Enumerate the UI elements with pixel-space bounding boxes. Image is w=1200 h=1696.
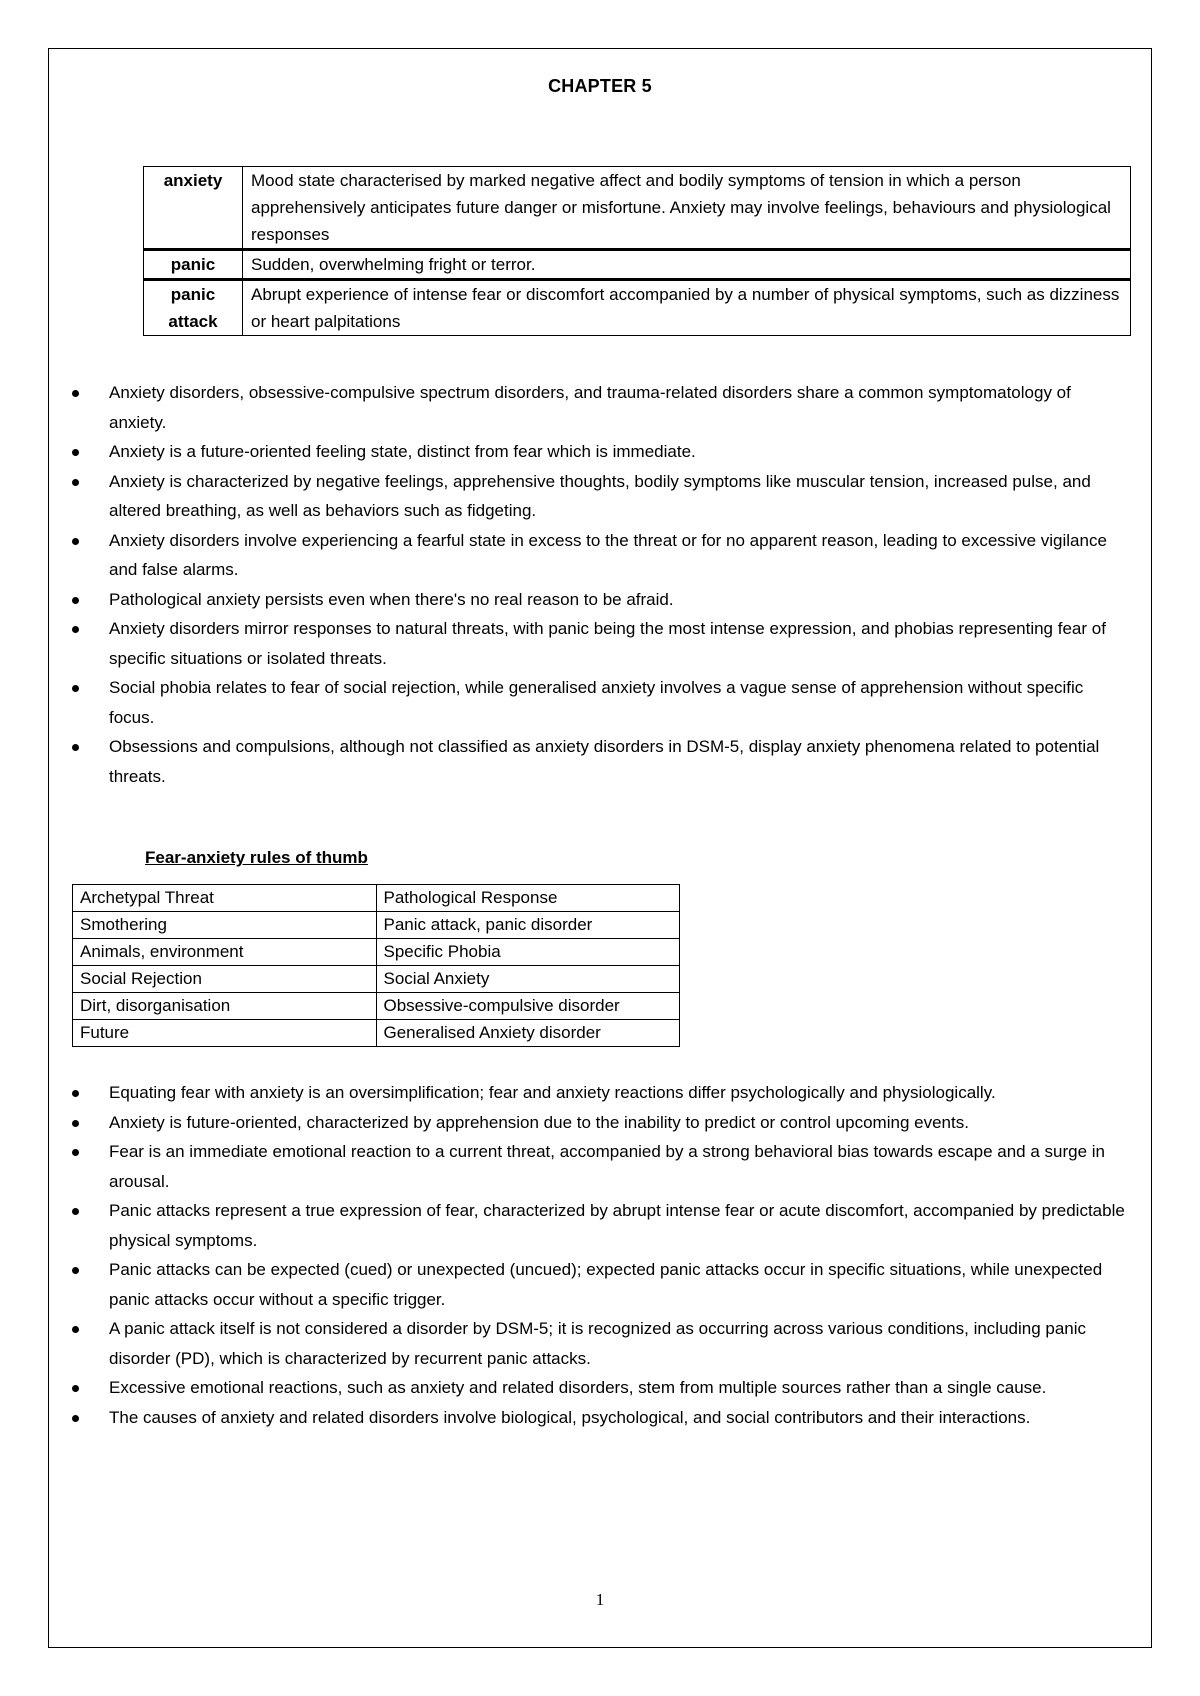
- rules-row: [73, 993, 680, 1020]
- rules-cell-threat: Social Rejection: [73, 966, 377, 993]
- bullet-item: Anxiety disorders mirror responses to natural threats, with panic being the most intense expression, and phobias representing fear of specific situations or isolated threats.: [72, 614, 1132, 673]
- bullet-item: A panic attack itself is not considered a disorder by DSM-5; it is recognized as occurring across various conditions, including panic disorder (PD), which is characterized by recurrent panic attacks.: [72, 1314, 1132, 1373]
- definition-text: Sudden, overwhelming fright or terror.: [243, 250, 1131, 280]
- bullet-item: Panic attacks can be expected (cued) or unexpected (uncued); expected panic attacks occur in specific situations, while unexpected panic attacks occur without a specific trigger.: [72, 1255, 1132, 1314]
- rules-row: [73, 885, 680, 912]
- definition-term: panic attack: [144, 280, 243, 336]
- rules-cell-response: Generalised Anxiety disorder: [376, 1020, 680, 1047]
- rules-cell-threat: Archetypal Threat: [73, 885, 377, 912]
- bullet-item: Fear is an immediate emotional reaction to a current threat, accompanied by a strong behavioral bias towards escape and a surge in arousal.: [72, 1137, 1132, 1196]
- bullet-item: The causes of anxiety and related disorders involve biological, psychological, and social contributors and their interactions.: [72, 1403, 1132, 1433]
- rules-cell-response: Obsessive-compulsive disorder: [376, 993, 680, 1020]
- rules-cell-response: Specific Phobia: [376, 939, 680, 966]
- bullet-item: Panic attacks represent a true expression of fear, characterized by abrupt intense fear or acute discomfort, accompanied by predictable physical symptoms.: [72, 1196, 1132, 1255]
- definition-term: panic: [144, 250, 243, 280]
- rules-cell-threat: Smothering: [73, 912, 377, 939]
- definition-row: [144, 280, 1131, 336]
- definition-row: [144, 250, 1131, 280]
- rules-heading: Fear-anxiety rules of thumb: [145, 848, 368, 867]
- rules-cell-threat: Dirt, disorganisation: [73, 993, 377, 1020]
- rules-row: [73, 939, 680, 966]
- rules-table: [72, 884, 680, 1047]
- definition-term: anxiety: [144, 167, 243, 250]
- rules-cell-threat: Future: [73, 1020, 377, 1047]
- chapter-title: CHAPTER 5: [548, 76, 652, 96]
- bullet-list-fear: [72, 1078, 1132, 1432]
- bullet-item: Anxiety disorders involve experiencing a fearful state in excess to the threat or for no apparent reason, leading to excessive vigilance and false alarms.: [72, 526, 1132, 585]
- bullet-item: Anxiety disorders, obsessive-compulsive spectrum disorders, and trauma-related disorders share a common symptomatology of anxiety.: [72, 378, 1132, 437]
- bullet-item: Anxiety is future-oriented, characterized by apprehension due to the inability to predict or control upcoming events.: [72, 1108, 1132, 1138]
- definition-row: [144, 167, 1131, 250]
- definitions-table: [143, 166, 1131, 336]
- rules-cell-response: Social Anxiety: [376, 966, 680, 993]
- rules-row: [73, 912, 680, 939]
- rules-cell-response: Panic attack, panic disorder: [376, 912, 680, 939]
- bullet-list-anxiety: [72, 378, 1132, 791]
- definition-text: Mood state characterised by marked negative affect and bodily symptoms of tension in which a person apprehensively anticipates future danger or misfortune. Anxiety may involve feelings, behaviours and physiological responses: [243, 167, 1131, 250]
- bullet-item: Anxiety is a future-oriented feeling state, distinct from fear which is immediate.: [72, 437, 1132, 467]
- rules-row: [73, 1020, 680, 1047]
- definition-text: Abrupt experience of intense fear or discomfort accompanied by a number of physical symptoms, such as dizziness or heart palpitations: [243, 280, 1131, 336]
- bullet-item: Anxiety is characterized by negative feelings, apprehensive thoughts, bodily symptoms like muscular tension, increased pulse, and altered breathing, as well as behaviors such as fidgeting.: [72, 467, 1132, 526]
- bullet-item: Pathological anxiety persists even when there's no real reason to be afraid.: [72, 585, 1132, 615]
- page-number: 1: [595, 1590, 605, 1609]
- rules-cell-response: Pathological Response: [376, 885, 680, 912]
- rules-row: [73, 966, 680, 993]
- rules-cell-threat: Animals, environment: [73, 939, 377, 966]
- bullet-item: Social phobia relates to fear of social rejection, while generalised anxiety involves a vague sense of apprehension without specific focus.: [72, 673, 1132, 732]
- bullet-item: Excessive emotional reactions, such as anxiety and related disorders, stem from multiple sources rather than a single cause.: [72, 1373, 1132, 1403]
- bullet-item: Obsessions and compulsions, although not classified as anxiety disorders in DSM-5, display anxiety phenomena related to potential threats.: [72, 732, 1132, 791]
- bullet-item: Equating fear with anxiety is an oversimplification; fear and anxiety reactions differ psychologically and physiologically.: [72, 1078, 1132, 1108]
